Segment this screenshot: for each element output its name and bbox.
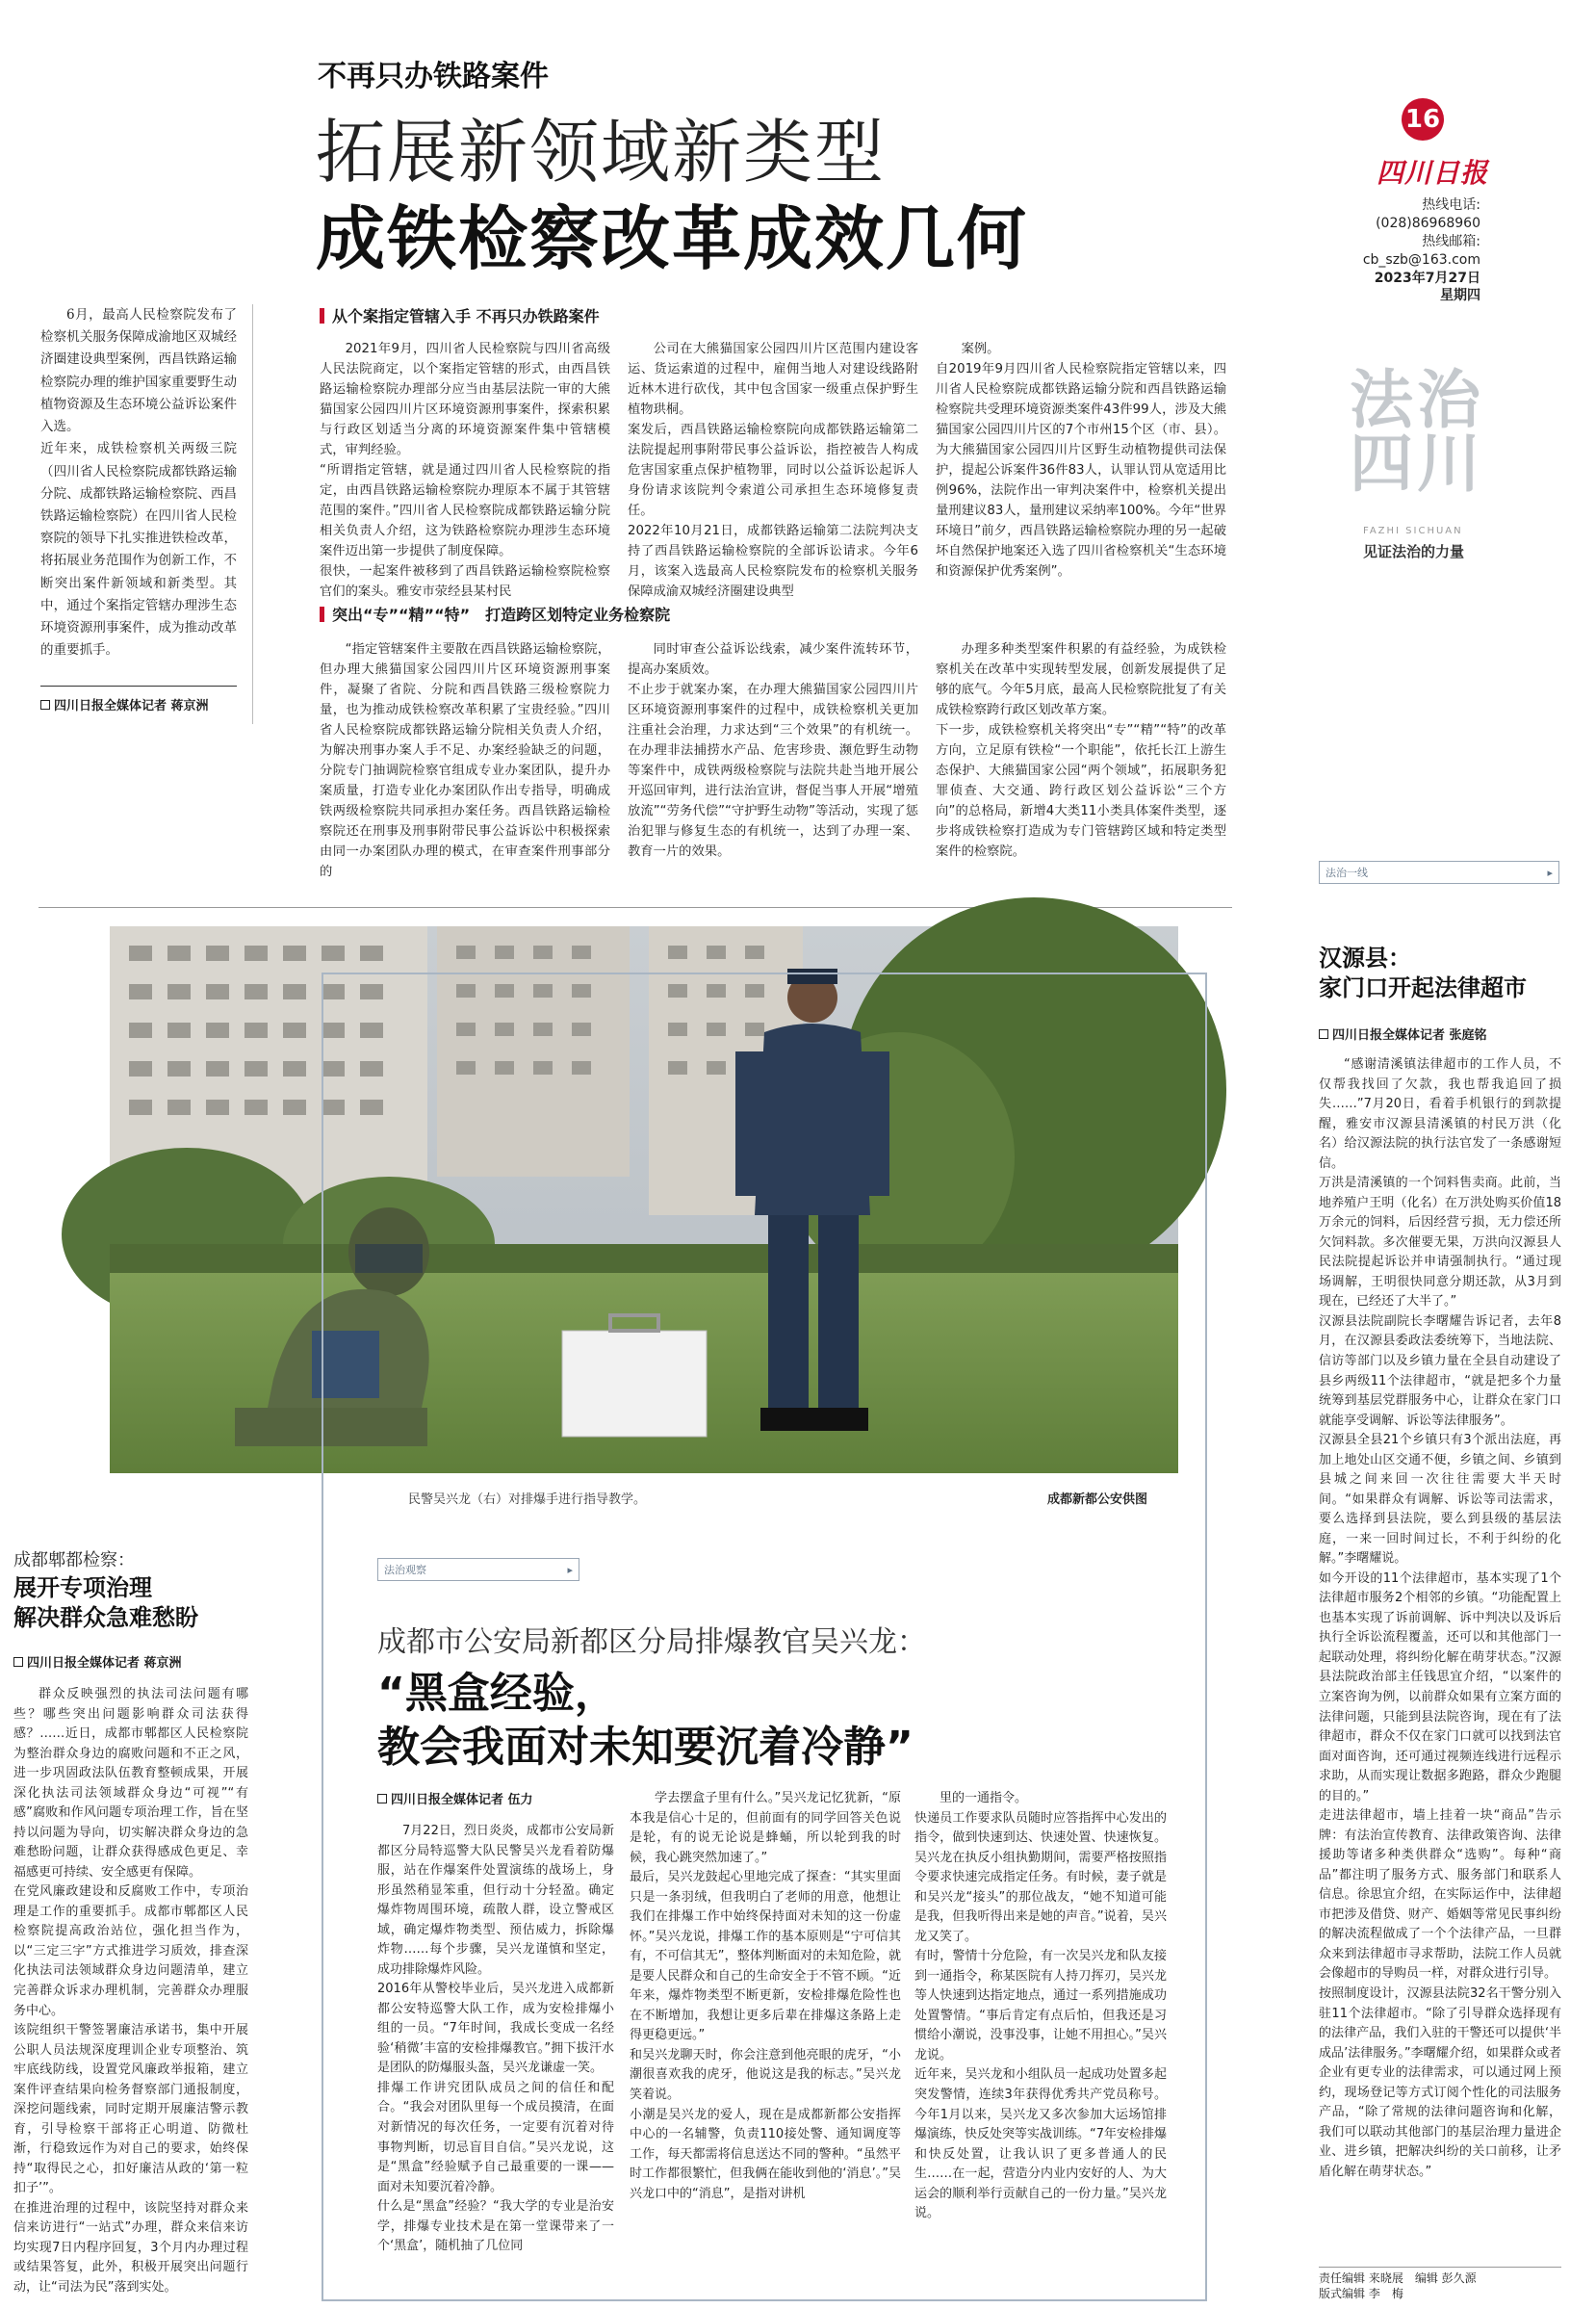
section-title-line1: 法治: [1350, 362, 1484, 437]
left-title-line1: 展开专项治理: [13, 1574, 152, 1601]
sec1-col1: 2021年9月，四川省人民检察院与四川省高级人民法院商定，以个案指定管辖的形式，由西昌铁路运输检察院办理部分应当由基层法院一审的大熊猫国家公园四川片区环境资源刑事案件，探索积累与行政区划适当分离的环境资源案件集中管辖模式，审判经验。 “所谓指定管辖，就是通过四川省人民检察院的指定，由西昌铁路运输检察院办理原本不属于其管辖范围的案件。”四川省人民检察院成都铁路运输分院相关负责人介绍，这为铁路检察院办理涉生态环境案件迈出第一步提供了制度保障。 很快，一起案件被移到了西昌铁路运输检察院检察官们的案头。雅安市荥经县某村民: [320, 342, 610, 599]
sec1-col2: 公司在大熊猫国家公园四川片区范围内建设客运、货运索道的过程中，雇佣当地人对建设线路附近林木进行砍伐，其中包含国家一级重点保护野生植物珙桐。 案发后，西昌铁路运输检察院向成都铁路运输第二法院提起刑事附带民事公益诉讼，指控被告人构成危害国家重点保护植物罪，同时以公益诉讼起诉人身份请求该院判令索道公司承担生态环境修复责任。 2022年10月21日，成都铁路运输第二法院判决支持了西昌铁路运输检察院的全部诉讼请求。今年6月，该案入选最高人民检察院发布的检察机关服务保障成渝双城经济圈建设典型: [628, 342, 918, 599]
section-title: [1350, 362, 1484, 501]
section-title-line2: 四川: [1350, 426, 1484, 501]
sec2-col3: 办理多种类型案件积累的有益经验，为成铁检察机关在改革中实现转型发展，创新发展提供了足够的底气。今年5月底，最高人民检察院批复了有关成铁检察跨行政区划改革方案。 下一步，成铁检察机关将突出“专”“精”“特”的改革方向，立足原有铁检“一个职能”，依托长江上游生态保护、大熊猫国家公园“两个领域”，拓展职务犯罪侦查、大交通、跨行政区划公益诉讼“三个方向”的总格局，新增4大类11小类具体案件类型，逐步将成铁检察打造成为专门管辖跨区域和特定类型案件的检察院。: [936, 642, 1226, 859]
left-byline-square-icon: [13, 1657, 23, 1667]
sec1-col3: 案例。 自2019年9月四川省人民检察院指定管辖以来，四川省人民检察院成都铁路运输分院和西昌铁路运输检察院共受理环境资源类案件43件99人，涉及大熊猫国家公园四川片区的7个市州15个区（市、县）。为大熊猫国家公园四川片区野生动植物提供司法保护，提起公诉案件36件83人，认罪认罚从宽适用比例96%，法院作出一审判决案件中，检察机关提出量刑建议83人，量刑建议采纳率100%。今年“世界环境日”前夕，西昌铁路运输检察院办理的另一起破坏自然保护地案还入选了四川省检察机关“生态环境和资源保护优秀案例”。: [936, 342, 1226, 579]
left-byline: 四川日报全媒体记者 蒋京洲: [27, 1656, 182, 1671]
editor-line2: 版式编辑 李 梅: [1319, 2287, 1403, 2301]
footer-rule: [1319, 2267, 1561, 2268]
feature-tag-text: 法治观察: [384, 1564, 426, 1576]
section-pinyin: FAZHI SICHUAN: [1363, 526, 1463, 536]
sec2-heading-text: 突出“专”“精”“特” 打造跨区划特定业务检察院: [332, 606, 671, 624]
right-byline-square-icon: [1319, 1029, 1328, 1039]
left-body: 群众反映强烈的执法司法问题有哪些？哪些突出问题影响群众司法获得感？……近日，成都市郫都区人民检察院为整治群众身边的腐败问题和不正之风，进一步巩固政法队伍教育整顿成果，开展深化执法司法领域群众身边“可视”“有感”腐败和作风问题专项治理工作，旨在坚持以问题为导向，切实解决群众身边的急难愁盼问题，让群众获得感成色更足、幸福感更可持续、安全感更有保障。 在党风廉政建设和反腐败工作中，专项治理是工作的重要抓手。成都市郫都区人民检察院提高政治站位，强化担当作为，以“三定三字”方式推进学习质效，排查深化执法司法领域群众身边问题清单，建立完善群众诉求办理机制，完善群众办理服务中心。 该院组织干警签署廉洁承诺书，集中开展公职人员法规深度理训企业专项整治、筑牢底线防线，设置党风廉政举报箱，建立案件评查结果向检务督察部门通报制度，深挖问题线索，同时定期开展廉洁警示教育，引导检察干部将正心明道、防微杜渐，行稳致远作为对自己的要求，始终保持“取得民之心，扣好廉洁从政的‘第一粒扣子’”。 在推进治理的过程中，该院坚持对群众来信来访进行“一站式”办理，群众来信来访均实现7日内程序回复，3个月内办理过程或结果答复，此外，积极开展突出问题行动，让“司法为民”落到实处。: [13, 1687, 248, 2295]
feature-kicker: 成都市公安局新都区分局排爆教官吴兴龙：: [377, 1625, 926, 1659]
left-title-line2: 解决群众急难愁盼: [13, 1604, 198, 1632]
feature-byline-square-icon: [377, 1794, 387, 1803]
section-slogan: 见证法治的力量: [1363, 543, 1465, 560]
lead-summary: 6月，最高人民检察院发布了检察机关服务保障成渝地区双城经济圈建设典型案例，西昌铁路运输检察院办理的维护国家重要野生动植物资源及生态环境公益诉讼案件入选。 近年来，成铁检察机关两级三院（四川省人民检察院成都铁路运输分院、成都铁路运输检察院、西昌铁路运输检察院）在四川省人民检察院的领导下扎实推进铁检改革，将拓展业务范围作为创新工作，不断突出案件新领域和新类型。其中，通过个案指定管辖办理涉生态环境资源刑事案件，成为推动改革的重要抓手。: [40, 307, 237, 659]
left-byline-wrap: [13, 1652, 182, 1671]
photo-caption: 民警吴兴龙（右）对排爆手进行指导教学。: [408, 1492, 647, 1507]
left-title: [13, 1573, 198, 1633]
tag-arrow-icon: ▸: [567, 1563, 573, 1576]
footer-editors: [1319, 2270, 1477, 2301]
email: cb_szb@163.com: [1362, 251, 1480, 268]
left-kicker: 成都郫都检察：: [13, 1550, 135, 1570]
sec2-bar-icon: [320, 607, 324, 622]
photo-credit: 成都新都公安供图: [1047, 1492, 1148, 1507]
sec1-bar-icon: [320, 308, 324, 324]
lead-title-line2: 成铁检察改革成效几何: [316, 198, 1029, 279]
page-number: 16: [1404, 105, 1441, 134]
right-title: [1319, 944, 1527, 1003]
sec2-col2: 同时审查公益诉讼线索，减少案件流转环节，提高办案质效。 不止步于就案办案，在办理大熊猫国家公园四川片区环境资源刑事案件的过程中，成铁检察机关更加注重社会治理，力求达到“三个效果”的有机统一。在办理非法捕捞水产品、危害珍贵、濒危野生动物等案件中，成铁两级检察院与法院共赴当地开展公开巡回审判，进行法治宣讲，督促当事人开展“增殖放流”“劳务代偿”“守护野生动物”等活动，实现了惩治犯罪与修复生态的有机统一，达到了办理一案、教育一片的效果。: [628, 642, 918, 859]
feature-tag: [377, 1558, 579, 1581]
right-tag-text: 法治一线: [1326, 867, 1368, 879]
issue-weekday: 星期四: [1440, 288, 1480, 304]
feature-title-line1: “黑盒经验，: [377, 1669, 617, 1718]
sec1-heading-text: 从个案指定管辖入手 不再只办铁路案件: [332, 307, 600, 325]
right-title-line2: 家门口开起法律超市: [1319, 974, 1527, 1002]
issue-date: 2023年7月27日: [1374, 270, 1480, 286]
sec2-col1: “指定管辖案件主要散在西昌铁路运输检察院，但办理大熊猫国家公园四川片区环境资源刑事案件，凝聚了省院、分院和西昌铁路三级检察院力量，也为推动成铁检察改革积累了宝贵经验。”四川省人民检察院成都铁路运输分院相关负责人介绍，为解决刑事办案人手不足、办案经验缺乏的问题，分院专门抽调院检察官组成专业办案团队，提升办案质量，打造专业化办案团队作出专指导，明确成铁两级检察院共同承担办案任务。西昌铁路运输检察院还在刑事及刑事附带民事公益诉讼中积极探索由同一办案团队办理的模式，在审查案件刑事部分的: [320, 642, 610, 879]
right-title-line1: 汉源县：: [1319, 945, 1411, 972]
right-body: “感谢清溪镇法律超市的工作人员，不仅帮我找回了欠款，我也帮我追回了损失……”7月20日，看着手机银行的到款提醒，雅安市汉源县清溪镇的村民万洪（化名）给汉源法院的执行法官发了一条感谢短信。 万洪是清溪镇的一个饲料售卖商。此前，当地养殖户王明（化名）在万洪处购买价值18万余元的饲料，后因经营亏损，无力偿还所欠饲料款。多次催要无果，万洪向汉源县人民法院提起诉讼并申请强制执行。“通过现场调解，王明很快同意分期还款，从3月到现在，已经还了大半了。” 汉源县法院副院长李曙耀告诉记者，去年8月，在汉源县委政法委统筹下，当地法院、信访等部门以及乡镇力量在全县自动建设了县乡两级11个法律超市，“就是把多个力量统筹到基层党群服务中心，让群众在家门口就能享受调解、诉讼等法律服务”。 汉源县全县21个乡镇只有3个派出法庭，再加上地处山区交通不便，乡镇之间、乡镇到县城之间来回一次往往需要大半天时间。“如果群众有调解、诉讼等司法需求，要么选择到县法院，要么到县级的基层法庭，一来一回时间过长，不利于纠纷的化解。”李曙耀说。 如今开设的11个法律超市，基本实现了1个法律超市服务2个相邻的乡镇。“功能配置上也基本实现了诉前调解、诉中判决以及诉后执行全诉讼流程覆盖，还可以和其他部门一起联动处理，将纠纷化解在萌芽状态。”汉源县法院政治部主任钱思宜介绍，“以案件的立案咨询为例，以前群众如果有立案方面的法律问题，只能到县法院咨询，现在有了法律超市，群众不仅在家门口就可以找到法官面对面咨询，还可通过视频连线进行远程示求助，从而实现让数据多跑路，群众少跑腿的目的。” 走进法律超市，墙上挂着一块“商品”告示牌：有法治宣传教育、法律政策咨询、法律援助等诸多种类供群众“选购”。每种“商品”都注明了服务方式、服务部门和联系人信息。徐思宜介绍，在实际运作中，法律超市把涉及借贷、财产、婚姻等常见民事纠纷的解决流程做成了一个个法律产品，一旦群众来到法律超市寻求帮助，法院工作人员就会像超市的导购员一样，对群众进行引导。 按照制度设计，汉源县法院32名干警分别入驻11个法律超市。“除了引导群众选择现有的法律产品，我们入驻的干警还可以提供‘半成品’法律服务。”李曙耀介绍，如果群众或者企业有更专业的法律需求，可以通过网上预约，现场登记等方式订阅个性化的司法服务产品，“除了常规的法律问题咨询和化解，我们可以联动其他部门的基层治理力量进企业、进乡镇，把解决纠纷的关口前移，让矛盾化解在萌芽状态。”: [1319, 1057, 1561, 2179]
feature-col3: 里的一通指令。 快递员工作要求队员随时应答指挥中心发出的指令，做到快速到达、快速处置、快速恢复。吴兴龙在执反小组执勤期间，需要严格按照指令要求快速完成指定任务。有时候，妻子就是和吴兴龙“接头”的那位战友，“她不知道可能是我，但我听得出来是她的声音。”说着，吴兴龙又笑了。 有时，警情十分危险，有一次吴兴龙和队友接到一通指令，称某医院有人持刀挥刃，吴兴龙等人快速到达指定地点，通过一系列措施成功处置警情。“事后肯定有点后怕，但我还是习惯给小潮说，没事没事，让她不用担心。”吴兴龙说。 近年来，吴兴龙和小组队员一起成功处置多起突发警情，连续3年获得优秀共产党员称号。今年1月以来，吴兴龙又多次参加大运场馆排爆演练，快反处突等实战训练。“7年安检排爆和快反处置，让我认识了更多普通人的民生……在一起，营造分内业内安好的人、为大运会的顺利举行贡献自己的一份力量。”吴兴龙说。: [914, 1791, 1168, 2221]
sec1-heading: [320, 304, 600, 326]
sec2-heading: [320, 603, 670, 625]
editor-line1: 责任编辑 来晓展 编辑 彭久源: [1319, 2271, 1477, 2285]
email-label: 热线邮箱:: [1422, 233, 1480, 249]
hotline-label: 热线电话:: [1422, 197, 1480, 213]
paper-logo: 四川日报: [1377, 157, 1489, 189]
right-tag-arrow-icon: ▸: [1547, 866, 1553, 879]
feature-byline: 四川日报全媒体记者 伍力: [391, 1793, 533, 1807]
feature-col1: 7月22日，烈日炎炎，成都市公安局新都区分局特巡警大队民警吴兴龙看着防爆服，站在作爆案件处置演练的战场上，身形虽然稍显笨重，但行动十分轻盈。确定爆炸物周围环境，疏散人群，设立警戒区域，确定爆炸物类型、预估威力，拆除爆炸物……每个步骤，吴兴龙谨慎和坚定，成功排除爆炸风险。 2016年从警校毕业后，吴兴龙进入成都新都公安特巡警大队工作，成为安检排爆小组的一员。“7年时间，我成长变成一名经验‘稍微’丰富的安检排爆教官。”拥下拔汗水是团队的防爆服头盔，吴兴龙谦虚一笑。 排爆工作讲究团队成员之间的信任和配合。“我会对团队里每一个成员摸清，在面对新情况的每次任务，一定要有沉着对待事物判断，切忌盲目自信。”吴兴龙说，这是“黑盒”经验赋予自己最重要的一课——面对未知要沉着冷静。 什么是“黑盒”经验？“我大学的专业是治安学，排爆专业技术是在第一堂课带来了一个‘黑盒’，随机抽了几位同: [377, 1824, 614, 2254]
feature-col2: 学去摆盒子里有什么。”吴兴龙记忆犹新，“原本我是信心十足的，但前面有的同学回答关色说是轮，有的说无论说是蜂蛹，所以轮到我的时候，我心跳突然加速了。” 最后，吴兴龙鼓起心里地完成了探查：“其实里面只是一条羽绒，但我明白了老师的用意，他想让我们在排爆工作中始终保持面对未知的这一份虚怀。”吴兴龙说，排爆工作的基本原则是“宁可信其有，不可信其无”，整体判断面对的未知危险，就是要人民群众和自己的生命安全于不管不顾。“近年来，爆炸物类型不断更新，安检排爆危险性也在不断增加，我想让更多后辈在排爆这条路上走得更稳更远。” 和吴兴龙聊天时，你会注意到他亮眼的虎牙，“小潮很喜欢我的虎牙，他说这是我的标志。”吴兴龙笑着说。 小潮是吴兴龙的爱人，现在是成都新都公安指挥中心的一名辅警，负责110接处警、通知调度等工作，每天都需将信息送达不同的警种。“虽然平时工作都很繁忙，但我俩在能收到他的‘消息’。”吴兴龙口中的“消息”，是指对讲机: [630, 1791, 901, 2201]
lead-kicker: 不再只办铁路案件: [318, 60, 549, 93]
page-number-badge: [1402, 98, 1444, 141]
right-byline-wrap: [1319, 1025, 1487, 1043]
right-tag: [1319, 861, 1559, 884]
hotline: (028)86968960: [1376, 215, 1480, 231]
byline-square-icon: [40, 700, 50, 710]
lead-title-line1: 拓展新领域新类型: [316, 112, 887, 193]
feature-title-line2: 教会我面对未知要沉着冷静”: [377, 1723, 914, 1772]
lead-byline-wrap: [40, 695, 209, 713]
lead-byline: 四川日报全媒体记者 蒋京洲: [54, 699, 209, 713]
summary-rule: [40, 686, 237, 687]
masthead-info: [1357, 196, 1480, 305]
right-byline: 四川日报全媒体记者 张庭铭: [1332, 1028, 1487, 1043]
lead-divider: [252, 304, 253, 724]
feature-byline-wrap: [377, 1789, 533, 1807]
